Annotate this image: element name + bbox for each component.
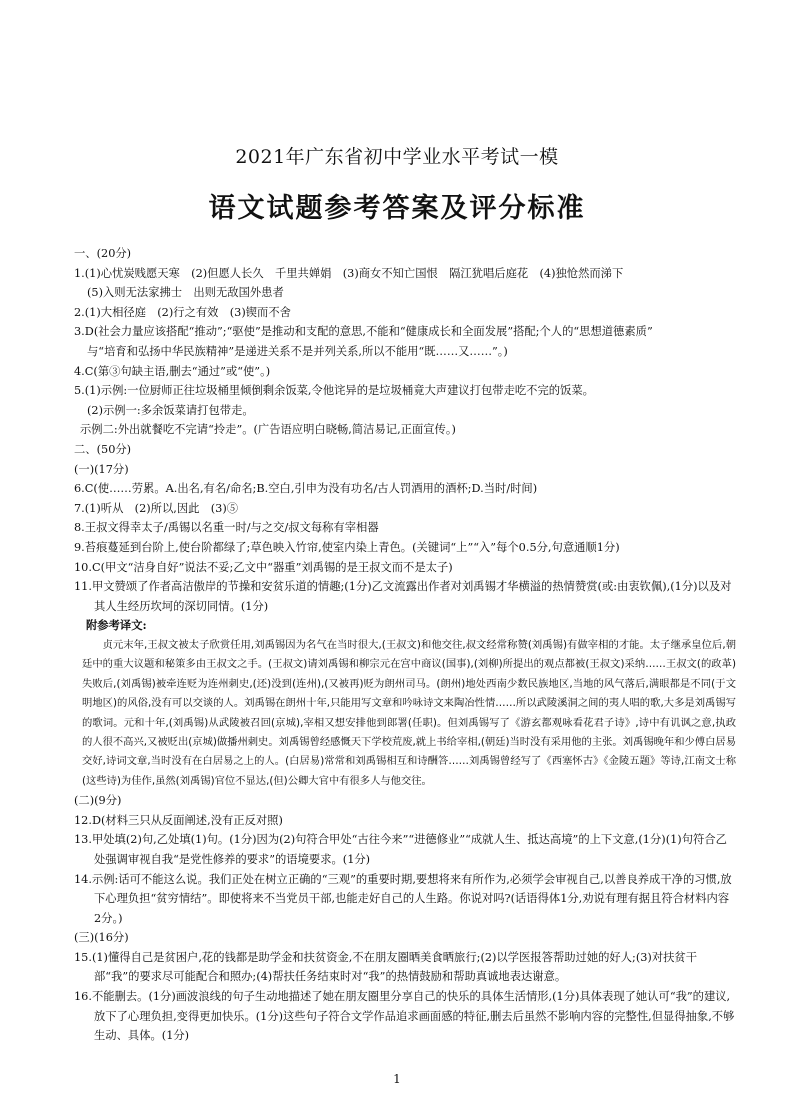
answer-line: 7.(1)听从 (2)所以,因此 (3)⑤: [74, 501, 239, 515]
subsection-heading: (三)(16分): [74, 931, 129, 945]
answer-line: 10.C(甲文“洁身自好”说法不妥;乙文中“器重”刘禹锡的是王叔文而不是太子): [74, 560, 453, 574]
document-title: 2021年广东省初中学业水平考试一模: [235, 146, 559, 168]
answer-line: (2)示例一:多余饭菜请打包带走。: [87, 403, 254, 417]
answer-line: 11.甲文赞颂了作者高洁傲岸的节操和安贫乐道的情趣;(1分)乙文流露出作者对刘禹锡才华横溢的热情赞赏(或:由衷钦佩),(1分)以及对其人生经历坎坷的深切同情。(1分): [74, 580, 732, 613]
answer-line: 6.C(使……劳累。A.出名,有名/命名;B.空白,引申为没有功名/古人罚酒用的酒杯;D.当时/时间): [74, 482, 538, 496]
answer-line: 与“培育和弘扬中华民族精神”是递进关系不是并列关系,所以不能用“既……又……”。): [87, 344, 508, 358]
document-subtitle: 语文试题参考答案及评分标准: [208, 193, 586, 224]
answer-line: 5.(1)示例:一位厨师正往垃圾桶里倾倒剩余饭菜,令他诧异的是垃圾桶竟大声建议打包带走吃不完的饭菜。: [74, 384, 594, 398]
answer-line: 3.D(社会力量应该搭配“推动”;“驱使”是推动和支配的意思,不能和“健康成长和全面发展”搭配;个人的“思想道德素质”: [74, 325, 653, 339]
reference-translation-label: 附参考译文:: [86, 618, 147, 633]
answer-line: 9.苔痕蔓延到台阶上,使台阶都绿了;草色映入竹帘,使室内染上青色。(关键词“上”“入”每个0.5分,句意通顺1分): [74, 540, 620, 554]
subsection-heading: (二)(9分): [74, 794, 122, 808]
answer-line: 13.甲处填(2)句,乙处填(1)句。(1分)因为(2)句符合甲处“古往今来”“进德修业”“成就人生、抵达高境”的上下文意,(1分)(1)句符合乙处强调审视自我“是党性修养的要求”的语境要求。(1分): [74, 833, 727, 866]
section-heading-2: 二、(50分): [74, 442, 132, 456]
answer-line: 示例二:外出就餐吃不完请“拎走”。(广告语应明白晓畅,简洁易记,正面宣传。): [80, 423, 456, 437]
answer-line: 15.(1)懂得自己是贫困户,花的钱都是助学金和扶贫资金,不在朋友圈晒美食晒旅行;(2)以学医报答帮助过她的好人;(3)对扶贫干部“我”的要求尽可能配合和照办;(4)帮扶任务结束时对“我”的热情鼓励和帮助真诚地表达谢意。: [74, 950, 698, 984]
answer-line: 8.王叔文得幸太子/禹锡以名重一时/与之交/叔文每称有宰相器: [74, 521, 379, 535]
answer-line: (5)入则无法家拂士 出则无敌国外患者: [87, 286, 284, 300]
answer-line: 12.D(材料三只从反面阐述,没有正反对照): [74, 813, 283, 827]
page-number: 1: [393, 1072, 401, 1086]
answer-line: 14.示例:话可不能这么说。我们正处在树立正确的“三观”的重要时期,要想将来有所作为,必须学会审视自己,以善良养成干净的习惯,放下心理负担“贫穷情结”。即使将来不当党员干部,也能走好自己的人生路。你说对吗?(话语得体1分,劝说有理有据且符合材料内容2分。): [74, 872, 732, 925]
section-heading-1: 一、(20分): [74, 247, 132, 260]
answer-line: 1.(1)心忧炭贱愿天寒 (2)但愿人长久 千里共婵娟 (3)商女不知亡国恨 隔江犹唱后庭花 (4)独怆然而涕下: [74, 266, 624, 280]
answer-line: 4.C(第③句缺主语,删去“通过”或“使”。): [74, 364, 271, 378]
subsection-heading: (一)(17分): [74, 462, 129, 476]
answer-line: 16.不能删去。(1分)画波浪线的句子生动地描述了她在朋友圈里分享自己的快乐的具体生活情形,(1分)具体表现了她认可“我”的建议,放下了心理负担,变得更加快乐。(1分)这些句子符合文学作品追求画面感的特征,删去后虽然不影响内容的完整性,但显得抽象,不够生动、具体。(1分): [74, 990, 735, 1043]
answer-line: 2.(1)大相径庭 (2)行之有效 (3)锲而不舍: [74, 305, 291, 319]
answer-content: [74, 244, 736, 1046]
reference-translation-text: 贞元末年,王叔文被太子欣赏任用,刘禹锡因为名气在当时很大,(王叔文)和他交往,叔文经常称赞(刘禹锡)有做宰相的才能。太子继承皇位后,朝廷中的重大议题和秘策多由王叔文之手。(王叔文)请刘禹锡和柳宗元在宫中商议(国事),(刘柳)所提出的观点都被(王叔文)采纳……王叔文(的政革)失败后,(刘禹锡)被牵连贬为连州刺史,(还)没到(连州),(又被再)贬为朗州司马。(朗州)地处西南少数民族地区,当地的风气落后,满眼都是不同(于文明地区)的风俗,没有可以交谈的人。刘禹锡在朗州十年,只能用写文章和吟咏诗文来陶冶性情……所以武陵溪洞之间的夷人唱的歌,大多是刘禹锡写的歌词。元和十年,(刘禹锡)从武陵被召回(京城),宰相又想安排他到郎署(任职)。但刘禹锡写了《游玄都观咏看花君子诗》,诗中有讥讽之意,执政的人很不高兴,又被贬出(京城)做播州刺史。刘禹锡曾经感慨天下学校荒废,就上书给宰相,(朝廷)当时没有采用他的主张。刘禹锡晚年和少傅白居易交好,诗词文章,当时没有在白居易之上的人。(白居易)常常和刘禹锡相互和诗酬答……刘禹锡曾经写了《西塞怀古》《金陵五题》等诗,江南文士称(这些诗)为佳作,虽然(刘禹锡)官位不显达,(但)公卿大官中有很多人与他交往。: [82, 638, 736, 787]
